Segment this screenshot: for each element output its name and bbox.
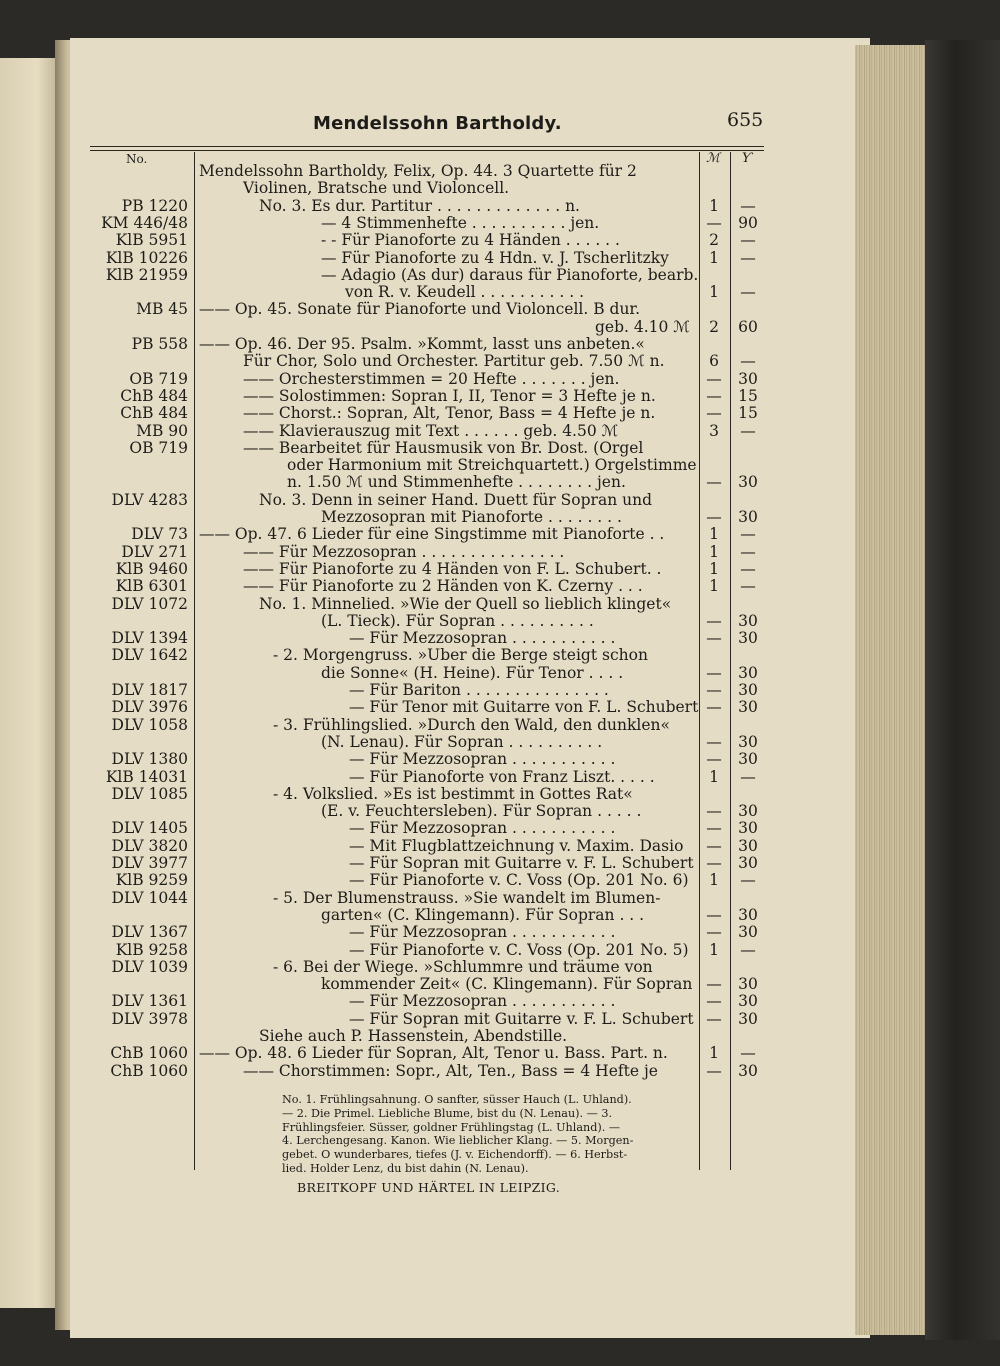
catalog-row — [0, 941, 1000, 959]
row-mark-price: 1 — [709, 248, 719, 267]
row-pfennig-price: 30 — [738, 1061, 758, 1080]
column-header-pf: Ƴ — [742, 151, 752, 166]
row-mark-price: 2 — [709, 317, 719, 336]
row-description: — Für Pianoforte v. C. Voss (Op. 201 No. 6) — [349, 871, 689, 890]
row-catalog-number: KlB 5951 — [115, 231, 188, 250]
catalog-row — [0, 214, 1000, 232]
catalog-row — [0, 664, 1000, 682]
note-line: Frühlingsfeier. Süsser, goldner Frühlingstag (L. Uhland). — — [282, 1120, 621, 1134]
row-mark-price: — — [706, 802, 722, 821]
row-catalog-number: ChB 1060 — [110, 1061, 188, 1080]
row-description: Siehe auch P. Hassenstein, Abendstille. — [259, 1027, 568, 1045]
row-description: —— Orchesterstimmen = 20 Hefte . . . . . . . jen. — [243, 369, 620, 388]
row-mark-price: — — [706, 750, 722, 769]
row-catalog-number: ChB 484 — [120, 404, 188, 423]
row-description: —— Op. 48. 6 Lieder für Sopran, Alt, Tenor u. Bass. Part. n. — [199, 1044, 668, 1063]
row-description: —— Op. 47. 6 Lieder für eine Singstimme mit Pianoforte . . — [199, 525, 665, 544]
row-pfennig-price: 90 — [738, 213, 758, 232]
row-pfennig-price: — — [740, 940, 756, 959]
row-pfennig-price: 30 — [738, 473, 758, 492]
row-description: —— Für Pianoforte zu 4 Händen von F. L. Schubert. . — [243, 559, 662, 578]
column-header-no: No. — [126, 152, 148, 166]
row-description: von R. v. Keudell . . . . . . . . . . . — [345, 283, 585, 302]
row-catalog-number: DLV 1817 — [111, 681, 188, 699]
row-mark-price: — — [706, 905, 722, 924]
row-catalog-number: PB 1220 — [121, 196, 188, 215]
row-pfennig-price: 30 — [738, 836, 758, 855]
row-catalog-number: KlB 14031 — [105, 767, 188, 786]
catalog-row — [0, 646, 1000, 664]
row-pfennig-price: 30 — [738, 663, 758, 682]
row-catalog-number: DLV 1405 — [111, 819, 188, 838]
catalog-row — [0, 1010, 1000, 1028]
row-description: —— Klavierauszug mit Text . . . . . . geb. 4.50 ℳ — [243, 421, 619, 440]
catalog-row — [0, 1044, 1000, 1062]
note-line: — 2. Die Primel. Liebliche Blume, bist du (N. Lenau). — 3. — [282, 1106, 613, 1120]
page-number: 655 — [727, 109, 764, 131]
row-pfennig-price: 15 — [738, 386, 758, 405]
row-mark-price: — — [706, 819, 722, 838]
row-mark-price: 1 — [709, 196, 719, 215]
row-catalog-number: DLV 1058 — [111, 715, 188, 734]
row-description: garten« (C. Klingemann). Für Sopran . . . — [321, 905, 645, 924]
row-description: - 3. Frühlingslied. »Durch den Wald, den dunklen« — [273, 715, 670, 734]
row-description: — Für Tenor mit Guitarre von F. L. Schubert — [349, 698, 699, 717]
catalog-row — [0, 750, 1000, 768]
row-description: — Für Mezzosopran . . . . . . . . . . . — [349, 819, 616, 838]
row-pfennig-price: 30 — [738, 802, 758, 821]
row-catalog-number: OB 719 — [129, 369, 188, 388]
row-catalog-number: MB 45 — [136, 300, 188, 319]
row-catalog-number: KlB 21959 — [105, 265, 188, 284]
catalog-row — [0, 283, 1000, 301]
row-catalog-number: DLV 3976 — [111, 698, 188, 717]
row-pfennig-price: 30 — [738, 750, 758, 769]
catalog-row — [0, 681, 1000, 699]
row-mark-price: — — [706, 508, 722, 526]
row-catalog-number: DLV 271 — [121, 542, 188, 561]
row-catalog-number: KlB 9460 — [115, 559, 188, 578]
catalog-row — [0, 785, 1000, 803]
row-mark-price: 1 — [709, 283, 719, 302]
row-pfennig-price: 30 — [738, 1009, 758, 1028]
catalog-row — [0, 370, 1000, 388]
row-pfennig-price: 60 — [738, 317, 758, 336]
row-pfennig-price: 30 — [738, 369, 758, 388]
row-mark-price: — — [706, 854, 722, 872]
row-mark-price: 1 — [709, 559, 719, 578]
row-pfennig-price: 30 — [738, 681, 758, 699]
row-description: (N. Lenau). Für Sopran . . . . . . . . . . — [321, 732, 603, 751]
row-pfennig-price: 30 — [738, 854, 758, 872]
row-description: No. 1. Minnelied. »Wie der Quell so lieblich klinget« — [259, 594, 672, 613]
row-catalog-number: DLV 1085 — [111, 784, 188, 803]
row-mark-price: — — [706, 923, 722, 942]
publisher-footer: BREITKOPF UND HÄRTEL IN LEIPZIG. — [297, 1180, 560, 1195]
row-mark-price: — — [706, 611, 722, 630]
row-description: - - Für Pianoforte zu 4 Händen . . . . . . — [321, 231, 620, 250]
row-catalog-number: DLV 3820 — [111, 836, 188, 855]
row-description: No. 3. Denn in seiner Hand. Duett für Sopran und — [259, 490, 652, 509]
row-mark-price: — — [706, 836, 722, 855]
row-catalog-number: DLV 1039 — [111, 957, 188, 976]
catalog-row — [0, 923, 1000, 941]
row-pfennig-price: — — [740, 525, 756, 544]
row-description: — Für Pianoforte von Franz Liszt. . . . . — [349, 767, 655, 786]
row-description: —— Op. 46. Der 95. Psalm. »Kommt, lasst uns anbeten.« — [199, 335, 645, 353]
row-description: — Für Pianoforte zu 4 Hdn. v. J. Tscherlitzky — [321, 248, 669, 267]
row-description: kommender Zeit« (C. Klingemann). Für Sopran — [321, 975, 693, 994]
row-mark-price: — — [706, 629, 722, 648]
running-header: Mendelssohn Bartholdy. — [313, 113, 562, 134]
row-description: — Für Mezzosopran . . . . . . . . . . . — [349, 629, 616, 648]
row-catalog-number: DLV 1044 — [111, 888, 188, 907]
row-description: - 6. Bei der Wiege. »Schlummre und träume von — [273, 957, 653, 976]
row-pfennig-price: 30 — [738, 508, 758, 526]
row-pfennig-price: — — [740, 577, 756, 596]
row-description: —— Für Pianoforte zu 2 Händen von K. Czerny . . . — [243, 577, 643, 596]
row-mark-price: — — [706, 386, 722, 405]
row-pfennig-price: — — [740, 196, 756, 215]
row-mark-price: 2 — [709, 231, 719, 250]
row-mark-price: 1 — [709, 542, 719, 561]
row-pfennig-price: — — [740, 542, 756, 561]
catalog-row — [0, 854, 1000, 872]
row-pfennig-price: 30 — [738, 819, 758, 838]
note-line: 4. Lerchengesang. Kanon. Wie lieblicher Klang. — 5. Morgen- — [282, 1134, 634, 1148]
row-description: geb. 4.10 ℳ — [595, 317, 690, 336]
catalog-row — [0, 629, 1000, 647]
catalog-row — [0, 404, 1000, 422]
row-description: — Für Pianoforte v. C. Voss (Op. 201 No. 5) — [349, 940, 689, 959]
catalog-row — [0, 439, 1000, 457]
row-pfennig-price: 30 — [738, 992, 758, 1011]
row-pfennig-price: 30 — [738, 975, 758, 994]
row-pfennig-price: 30 — [738, 629, 758, 648]
row-description: oder Harmonium mit Streichquartett.) Orgelstimme — [287, 456, 697, 475]
row-mark-price: — — [706, 992, 722, 1011]
catalog-row — [0, 335, 1000, 353]
row-description: No. 3. Es dur. Partitur . . . . . . . . . . . . . n. — [259, 196, 580, 215]
catalog-row — [0, 300, 1000, 318]
catalog-row — [0, 802, 1000, 820]
row-pfennig-price: 30 — [738, 905, 758, 924]
row-catalog-number: DLV 3977 — [111, 854, 188, 872]
row-catalog-number: DLV 1367 — [111, 923, 188, 942]
catalog-row — [0, 975, 1000, 993]
catalog-row — [0, 352, 1000, 370]
catalog-row — [0, 560, 1000, 578]
row-description: —— Op. 45. Sonate für Pianoforte und Violoncell. B dur. — [199, 300, 641, 319]
row-pfennig-price: — — [740, 767, 756, 786]
row-mark-price: — — [706, 1061, 722, 1080]
row-catalog-number: MB 90 — [136, 421, 188, 440]
catalog-row — [0, 231, 1000, 249]
row-catalog-number: KlB 6301 — [115, 577, 188, 596]
row-catalog-number: ChB 1060 — [110, 1044, 188, 1063]
row-description: Mezzosopran mit Pianoforte . . . . . . . . — [321, 508, 622, 526]
row-catalog-number: KlB 10226 — [105, 248, 188, 267]
row-description: — Für Sopran mit Guitarre v. F. L. Schubert — [349, 1009, 694, 1028]
row-description: — Mit Flugblattzeichnung v. Maxim. Dasio — [349, 836, 684, 855]
row-description: — 4 Stimmenhefte . . . . . . . . . . jen. — [321, 213, 600, 232]
row-catalog-number: DLV 73 — [131, 525, 188, 544]
row-description: —— Für Mezzosopran . . . . . . . . . . . . . . . — [243, 542, 565, 561]
row-pfennig-price: — — [740, 421, 756, 440]
catalog-row — [0, 179, 1000, 197]
row-pfennig-price: — — [740, 231, 756, 250]
row-pfennig-price: — — [740, 1044, 756, 1063]
row-mark-price: — — [706, 404, 722, 423]
row-mark-price: 1 — [709, 577, 719, 596]
row-pfennig-price: — — [740, 352, 756, 371]
catalog-row — [0, 612, 1000, 630]
song-list-note — [282, 1093, 694, 1176]
catalog-row — [0, 577, 1000, 595]
catalog-row — [0, 1062, 1000, 1080]
catalog-row — [0, 456, 1000, 474]
row-mark-price: — — [706, 473, 722, 492]
row-mark-price: — — [706, 213, 722, 232]
catalog-row — [0, 543, 1000, 561]
row-mark-price: — — [706, 1009, 722, 1028]
row-catalog-number: KlB 9258 — [115, 940, 188, 959]
header-rule-thin — [90, 150, 764, 151]
row-description: — Für Mezzosopran . . . . . . . . . . . — [349, 923, 616, 942]
row-mark-price: 6 — [709, 352, 719, 371]
row-pfennig-price: — — [740, 248, 756, 267]
row-description: (L. Tieck). Für Sopran . . . . . . . . . . — [321, 611, 594, 630]
row-catalog-number: DLV 1642 — [111, 646, 188, 665]
row-description: n. 1.50 ℳ und Stimmenhefte . . . . . . . . jen. — [287, 473, 626, 492]
note-line: lied. Holder Lenz, du bist dahin (N. Lenau). — [282, 1161, 529, 1175]
row-catalog-number: PB 558 — [131, 335, 188, 353]
catalog-row — [0, 733, 1000, 751]
row-pfennig-price: — — [740, 559, 756, 578]
catalog-row — [0, 491, 1000, 509]
row-pfennig-price: 30 — [738, 923, 758, 942]
row-pfennig-price: — — [740, 871, 756, 890]
row-catalog-number: DLV 1361 — [111, 992, 188, 1011]
row-description: —— Bearbeitet für Hausmusik von Br. Dost. (Orgel — [243, 438, 644, 457]
row-catalog-number: ChB 484 — [120, 386, 188, 405]
row-description: — Adagio (As dur) daraus für Pianoforte, bearb. — [321, 265, 699, 284]
row-mark-price: 1 — [709, 1044, 719, 1063]
catalog-row — [0, 768, 1000, 786]
row-catalog-number: DLV 1072 — [111, 594, 188, 613]
row-mark-price: 1 — [709, 525, 719, 544]
catalog-row — [0, 318, 1000, 336]
row-description: —— Chorst.: Sopran, Alt, Tenor, Bass = 4 Hefte je n. — [243, 404, 656, 423]
row-pfennig-price: 30 — [738, 611, 758, 630]
catalog-row — [0, 197, 1000, 215]
row-pfennig-price: — — [740, 283, 756, 302]
row-pfennig-price: 30 — [738, 698, 758, 717]
row-catalog-number: OB 719 — [129, 438, 188, 457]
header-rule — [90, 146, 764, 147]
row-catalog-number: DLV 1394 — [111, 629, 188, 648]
row-description: Violinen, Bratsche und Violoncell. — [243, 179, 510, 198]
row-mark-price: — — [706, 681, 722, 699]
row-mark-price: 1 — [709, 767, 719, 786]
catalog-row — [0, 837, 1000, 855]
row-description: die Sonne« (H. Heine). Für Tenor . . . . — [321, 663, 624, 682]
catalog-row — [0, 249, 1000, 267]
row-pfennig-price: 15 — [738, 404, 758, 423]
catalog-row — [0, 473, 1000, 491]
row-description: (E. v. Feuchtersleben). Für Sopran . . . . . — [321, 802, 642, 821]
row-catalog-number: DLV 4283 — [111, 490, 188, 509]
catalog-row — [0, 162, 1000, 180]
row-catalog-number: DLV 3978 — [111, 1009, 188, 1028]
note-line: No. 1. Frühlingsahnung. O sanfter, süsser Hauch (L. Uhland). — [282, 1093, 632, 1106]
row-mark-price: — — [706, 663, 722, 682]
row-catalog-number: DLV 1380 — [111, 750, 188, 769]
row-mark-price: — — [706, 975, 722, 994]
row-catalog-number: KlB 9259 — [115, 871, 188, 890]
row-catalog-number: KM 446/48 — [101, 213, 188, 232]
row-mark-price: — — [706, 732, 722, 751]
row-description: - 5. Der Blumenstrauss. »Sie wandelt im Blumen- — [273, 888, 661, 907]
row-description: — Für Sopran mit Guitarre v. F. L. Schubert — [349, 854, 694, 872]
row-description: —— Solostimmen: Sopran I, II, Tenor = 3 Hefte je n. — [243, 386, 656, 405]
row-description: — Für Bariton . . . . . . . . . . . . . . . — [349, 681, 609, 699]
row-mark-price: 1 — [709, 940, 719, 959]
catalog-row — [0, 819, 1000, 837]
row-description: - 4. Volkslied. »Es ist bestimmt in Gottes Rat« — [273, 784, 633, 803]
catalog-row — [0, 266, 1000, 284]
row-mark-price: — — [706, 698, 722, 717]
row-description: - 2. Morgengruss. »Uber die Berge steigt schon — [273, 646, 648, 665]
catalog-row — [0, 889, 1000, 907]
catalog-row — [0, 716, 1000, 734]
row-description: — Für Mezzosopran . . . . . . . . . . . — [349, 992, 616, 1011]
note-line: gebet. O wunderbares, tiefes (J. v. Eichendorff). — 6. Herbst- — [282, 1148, 628, 1162]
catalog-row — [0, 992, 1000, 1010]
row-mark-price: — — [706, 369, 722, 388]
row-description: Mendelssohn Bartholdy, Felix, Op. 44. 3 Quartette für 2 — [199, 162, 637, 180]
catalog-row — [0, 422, 1000, 440]
catalog-row — [0, 595, 1000, 613]
row-description: —— Chorstimmen: Sopr., Alt, Ten., Bass = 4 Hefte je — [243, 1061, 658, 1080]
column-header-mark: ℳ — [706, 151, 720, 166]
row-description: — Für Mezzosopran . . . . . . . . . . . — [349, 750, 616, 769]
row-mark-price: 3 — [709, 421, 719, 440]
catalog-row — [0, 525, 1000, 543]
catalog-row — [0, 1027, 1000, 1045]
catalog-row — [0, 906, 1000, 924]
catalog-row — [0, 387, 1000, 405]
catalog-row — [0, 958, 1000, 976]
catalog-row — [0, 698, 1000, 716]
row-pfennig-price: 30 — [738, 732, 758, 751]
catalog-row — [0, 508, 1000, 526]
catalog-row — [0, 871, 1000, 889]
row-description: Für Chor, Solo und Orchester. Partitur geb. 7.50 ℳ n. — [243, 352, 665, 371]
row-mark-price: 1 — [709, 871, 719, 890]
